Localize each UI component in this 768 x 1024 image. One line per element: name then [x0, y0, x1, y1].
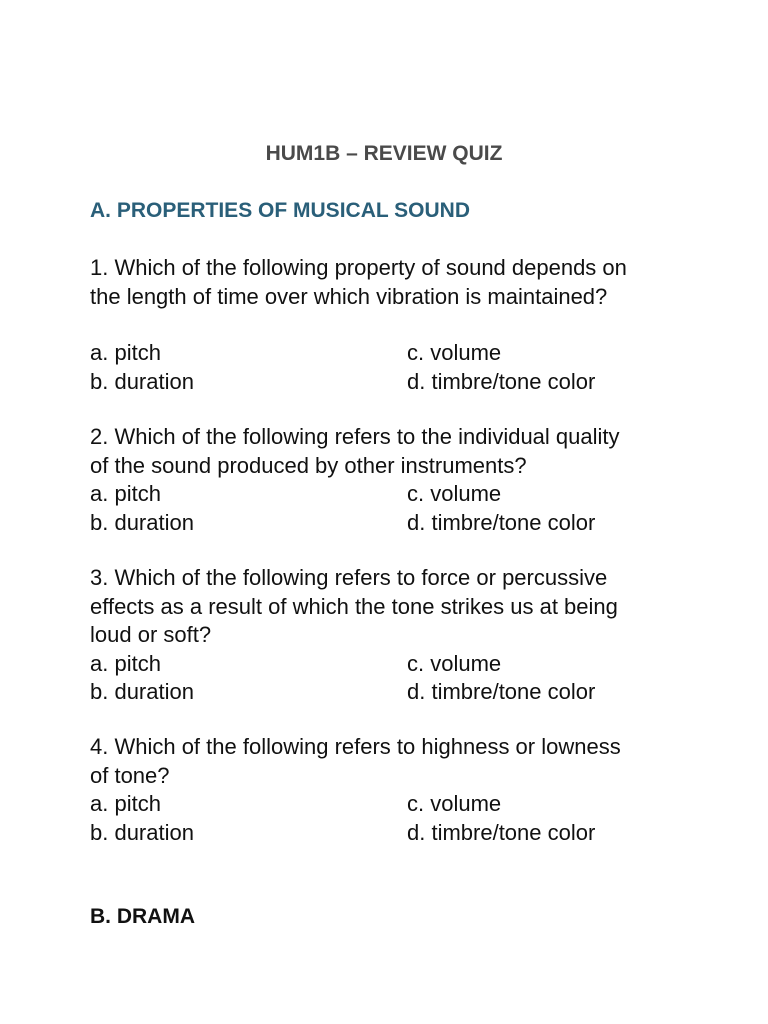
- question-line: of the sound produced by other instruments?: [90, 452, 527, 478]
- option-d: d. timbre/tone color: [407, 368, 596, 394]
- section-heading-a: A. PROPERTIES OF MUSICAL SOUND: [90, 199, 470, 222]
- option-a: a. pitch: [90, 650, 161, 676]
- question-text: [90, 423, 690, 480]
- question-line: loud or soft?: [90, 622, 212, 647]
- answer-options: [90, 650, 690, 707]
- question-line: effects as a result of which the tone strikes us at being: [90, 593, 618, 619]
- question-line: the length of time over which vibration is maintained?: [90, 283, 608, 309]
- question-line: 1. Which of the following property of sound depends on: [90, 255, 627, 280]
- question-text: [90, 733, 690, 790]
- question-line: 2. Which of the following refers to the individual quality: [90, 424, 620, 449]
- question-text: [90, 564, 690, 650]
- option-b: b. duration: [90, 368, 194, 394]
- option-d: d. timbre/tone color: [407, 819, 596, 845]
- option-b: b. duration: [90, 819, 194, 845]
- option-b: b. duration: [90, 509, 194, 535]
- question-4: [90, 733, 690, 847]
- question-line: 4. Which of the following refers to highness or lowness: [90, 734, 621, 759]
- answer-options: [90, 339, 690, 396]
- question-2: [90, 423, 690, 537]
- option-a: a. pitch: [90, 481, 161, 506]
- option-d: d. timbre/tone color: [407, 509, 596, 535]
- option-a: a. pitch: [90, 340, 161, 365]
- question-line: of tone?: [90, 762, 170, 788]
- option-d: d. timbre/tone color: [407, 679, 596, 704]
- page-title: HUM1B – REVIEW QUIZ: [265, 142, 503, 165]
- option-c: c. volume: [407, 481, 502, 506]
- section-heading-b: B. DRAMA: [90, 905, 195, 928]
- question-3: [90, 564, 690, 707]
- option-b: b. duration: [90, 679, 194, 704]
- option-c: c. volume: [407, 340, 502, 365]
- option-c: c. volume: [407, 791, 502, 816]
- answer-options: [90, 790, 690, 847]
- option-c: c. volume: [407, 650, 502, 676]
- question-line: 3. Which of the following refers to force or percussive: [90, 565, 608, 590]
- answer-options: [90, 480, 690, 537]
- question-1: [90, 254, 690, 396]
- option-a: a. pitch: [90, 791, 161, 816]
- question-text: [90, 254, 690, 311]
